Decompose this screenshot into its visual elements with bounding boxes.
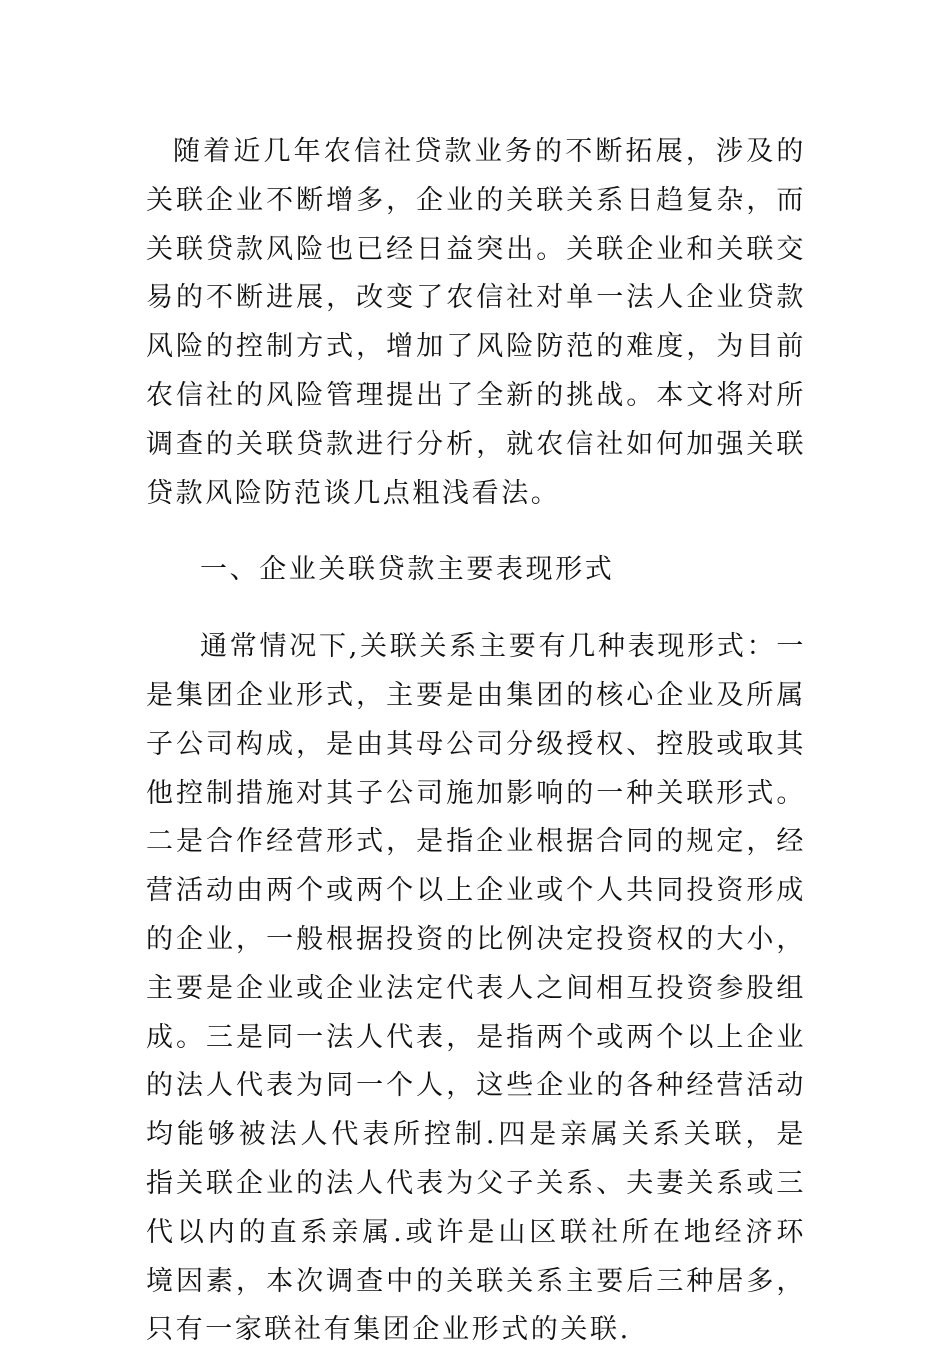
section-heading: 一、企业关联贷款主要表现形式 <box>200 554 615 586</box>
intro-paragraph: 随着近几年农信社贷款业务的不断拓展，涉及的关联企业不断增多，企业的关联关系日趋复杂，而关联贷款风险也已经日益突出。关联企业和关联交易的不断进展，改变了农信社对单一法人企业贷款风险的控制方式，增加了风险防范的难度，为目前农信社的风险管理提出了全新的挑战。本文将对所调查的关联贷款进行分析，就农信社如何加强关联贷款风险防范谈几点粗浅看法。 <box>146 136 806 509</box>
document-body <box>146 128 806 1355</box>
body-paragraph: 通常情况下,关联关系主要有几种表现形式：一是集团企业形式，主要是由集团的核心企业及所属子公司构成，是由其母公司分级授权、控股或取其他控制措施对其子公司施加影响的一种关联形式。二是合作经营形式，是指企业根据合同的规定，经营活动由两个或两个以上企业或个人共同投资形成的企业，一般根据投资的比例决定投资权的大小，主要是企业或企业法定代表人之间相互投资参股组成。三是同一法人代表，是指两个或两个以上企业的法人代表为同一个人，这些企业的各种经营活动均能够被法人代表所控制.四是亲属关系关联，是指关联企业的法人代表为父子关系、夫妻关系或三代以内的直系亲属.或许是山区联社所在地经济环境因素，本次调查中的关联关系主要后三种居多，只有一家联社有集团企业形式的关联. <box>146 631 806 1346</box>
